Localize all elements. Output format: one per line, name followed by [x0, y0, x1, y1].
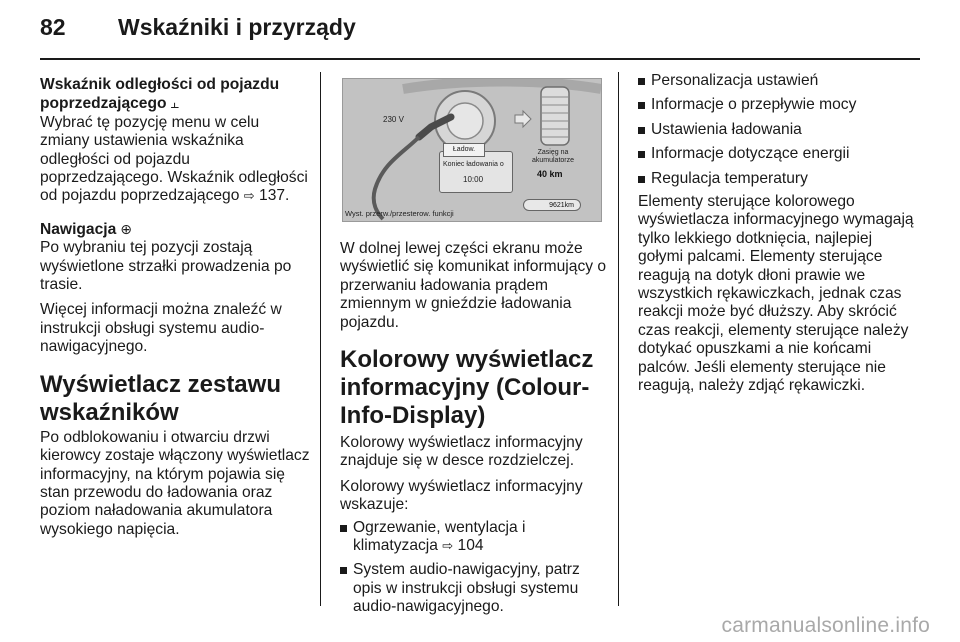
navigation-text: Po wybraniu tej pozycji zostają wyświetlone strzałki prowadzenia po trasie. [40, 239, 292, 294]
page-ref-icon: ⇨ [243, 188, 255, 204]
column-left [40, 76, 310, 539]
page-number: 82 [40, 14, 66, 40]
column-divider [320, 72, 321, 606]
distance-indicator-text: Wybrać tę pozycję menu w celu zmiany ustawienia wskaźnika odległości od pojazdu poprzedzającego. Wskaźnik odległości od pojazdu poprzedzającego ⇨ 137. [40, 113, 308, 205]
voltage-label: 230 V [383, 115, 404, 124]
page-ref-icon: ⇨ [442, 538, 454, 554]
header-rule [40, 58, 920, 60]
range-label: Zasięg na akumulatorze [531, 149, 575, 164]
charge-end-time: 10:00 [463, 175, 484, 184]
charging-display-illustration [340, 76, 602, 224]
charge-tab: Ładow. [443, 143, 485, 157]
list-item: Regulacja temperatury [638, 170, 920, 188]
chapter-title: Wskaźniki i przyrządy [118, 14, 356, 40]
list-item: System audio-nawigacyjny, patrz opis w instrukcji obsługi systemu audio-nawigacyjnego. [340, 561, 608, 616]
figure-caption: W dolnej lewej części ekranu może wyświetlić się komunikat informujący o przerwaniu ładowania prądem zmiennym w gnieździe ładowania pojazdu. [340, 240, 607, 331]
status-message: Wyst. przerw./przesterow. funkcji [345, 209, 454, 218]
cid-location-text: Kolorowy wyświetlacz informacyjny znajduje się w desce rozdzielczej. [340, 434, 583, 470]
list-item: Ustawienia ładowania [638, 121, 920, 139]
display-screen [342, 78, 602, 222]
touch-controls-text: Elementy sterujące kolorowego wyświetlacza informacyjnego wymagają tylko lekkiego dotknięcia, najlepiej gołymi palcami. Elementy sterujące reagują na dotyk dłoni prawie we wszystkich rękawiczkach, jednak czas reakcji może być dłuższy. Aby skrócić czas reakcji, elementy sterujące należy dotykać opuszkami a nie końcami palców. Jeśli elementy sterujące nie reagują, należy zdjąć rękawiczki. [638, 193, 914, 395]
range-value: 40 km [537, 169, 563, 179]
charge-info-box [439, 151, 513, 193]
list-item: Ogrzewanie, wentylacja i klimatyzacja ⇨ 104 [340, 519, 608, 556]
watermark: carmanualsonline.info [721, 614, 930, 637]
distance-indicator-icon: ⫠ [170, 95, 179, 112]
distance-indicator-heading: Wskaźnik odległości od pojazdu poprzedzającego ⫠ [40, 76, 280, 113]
list-item: Informacje o przepływie mocy [638, 96, 920, 114]
navigation-more-text: Więcej informacji można znaleźć w instrukcji obsługi systemu audio-nawigacyjnego. [40, 301, 282, 356]
column-middle [340, 240, 608, 617]
list-item: Informacje dotyczące energii [638, 145, 920, 163]
cid-feature-list [340, 519, 608, 617]
colour-info-display-heading: Kolorowy wyświetlacz informacyjny (Colour-Info-Display) [340, 346, 594, 430]
list-item: Personalizacja ustawień [638, 72, 920, 90]
column-divider [618, 72, 619, 606]
navigation-icon: ⊕ [120, 220, 133, 237]
page-ref-link[interactable]: 104 [457, 537, 484, 555]
navigation-heading: Nawigacja ⊕ [40, 220, 133, 238]
cluster-display-text: Po odblokowaniu i otwarciu drzwi kierowcy zostaje włączony wyświetlacz informacyjny, na którym pojawia się stan przewodu do ładowania oraz poziom naładowania akumulatora wysokiego napięcia. [40, 428, 310, 538]
cid-feature-list-continued [638, 72, 920, 188]
odometer-value: 9621km [523, 199, 581, 211]
cluster-display-heading: Wyświetlacz zestawu wskaźników [40, 370, 281, 426]
cid-shows-text: Kolorowy wyświetlacz informacyjny wskazuje: [340, 477, 583, 514]
page-ref-link[interactable]: 137. [259, 187, 290, 205]
column-right [638, 72, 920, 396]
charge-end-label: Koniec ładowania o [443, 161, 504, 168]
